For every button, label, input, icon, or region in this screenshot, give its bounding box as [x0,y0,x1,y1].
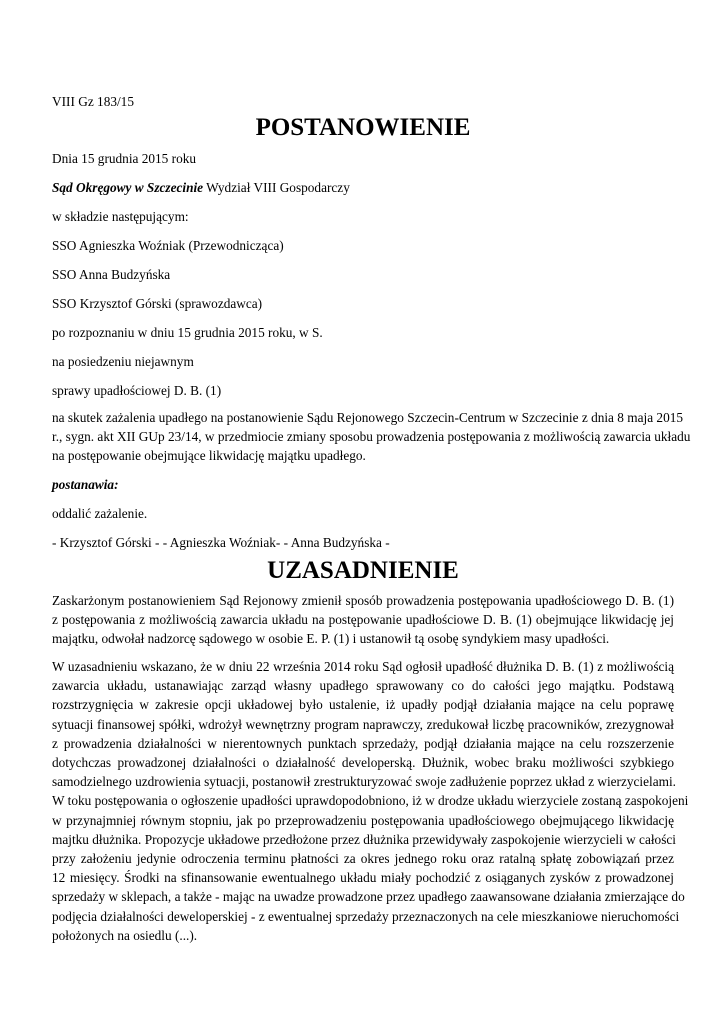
justification-line: zawarcia układu, ustanawiając zarząd własny upadłego sprawowany co do całości jego majątku. Podstawą [52,678,674,694]
justification-line: W uzasadnieniu wskazano, że w dniu 22 września 2014 roku Sąd ogłosił upadłość dłużnika D. B. (1) z możliwością [52,659,674,674]
justification-line: 12 miesięcy. Środki na sfinansowanie ewentualnego układu miały pochodzić z osiąganych zysków z prowadzonej [52,870,674,886]
complaint-paragraph [52,408,691,466]
court-name: Sąd Okręgowy w Szczecinie [52,180,204,195]
justification-title: UZASADNIENIE [267,557,459,584]
judge-presiding: SSO Agnieszka Woźniak (Przewodnicząca) [52,238,284,253]
decision-title: POSTANOWIENIE [255,114,471,141]
complaint-line: na skutek zażalenia upadłego na postanowienie Sądu Rejonowego Szczecin-Centrum w Szczecinie z dnia 8 maja 2015 [52,410,684,425]
composition-intro: w składzie następującym: [52,209,189,224]
justification-line: w przynajmniej równym stopniu, jak po przeprowadzeniu postępowania upadłościowego obejmującego likwidację [52,812,674,828]
case-line: sprawy upadłościowej D. B. (1) [52,383,222,398]
justification-line: majtku dłużnika. Propozycje układowe przedłożone przez dłużnika przewidywały zaspokojenie wierzycieli w całości [52,831,676,847]
justification-line: sprzedaży w sklepach, a także - mając na uwadze prowadzone przez upadłego zaawansowane działania zmierzające do [52,889,685,905]
court-line [52,178,350,198]
judge-rapporteur: SSO Krzysztof Górski (sprawozdawca) [52,296,263,311]
complaint-line: na postępowanie obejmujące likwidację majątku upadłego. [52,448,366,464]
justification-line: z postępowania z możliwością zawarcia układu na postępowanie upadłościowe D. B. (1) obejmujące likwidację jej [52,612,674,628]
justification-line: rozstrzygnięcia w zakresie opcji układowej było ustalenie, iż upadły podjął działania mające na celu poprawę [52,697,674,713]
signatures: - Krzysztof Górski - - Agnieszka Woźniak- - Anna Budzyńska - [52,535,390,550]
justification-line: Zaskarżonym postanowieniem Sąd Rejonowy zmienił sposób prowadzenia postępowania upadłościowego D. B. (1) [52,593,674,608]
decision-date: Dnia 15 grudnia 2015 roku [52,151,197,166]
decides-label: postanawia: [52,477,119,492]
hearing-line: po rozpoznaniu w dniu 15 grudnia 2015 roku, w S. [52,325,323,340]
justification-paragraph-1 [52,591,674,649]
case-number: VIII Gz 183/15 [52,94,134,109]
justification-line: samodzielnego uzdrowienia sytuacji, postanowił zrestrukturyzować swoje zadłużenie poprzez układ z wierzycielami. [52,774,676,790]
justification-line: dotychczas prowadzonej działalności o działalność developerską. Dłużnik, wobec braku możliwości szybkiego [52,755,674,771]
justification-line: przy założeniu jedynie odroczenia terminu płatności za okres jednego roku oraz ratalną spłatę zobowiązań przez [52,851,674,867]
justification-line: położonych na osiedlu (...). [52,927,198,943]
justification-line: sytuacji finansowej spółki, wdrożył wewnętrzny program naprawczy, zredukował liczbę pracowników, zrezygnował [52,716,674,732]
justification-line: majątku, odwołał nadzorcę sądowego w osobie E. P. (1) i ustanowił tą osobę syndykiem masy upadłości. [52,631,610,647]
justification-line: W toku postępowania o ogłoszenie upadłości uprawdopodobniono, iż w drodze układu wierzyciele zostaną zaspokojeni [52,793,689,809]
complaint-line: r., sygn. akt XII GUp 23/14, w przedmiocie zmiany sposobu prowadzenia postępowania z możliwością zawarcia układu [52,429,691,445]
decision-text: oddalić zażalenie. [52,506,148,521]
justification-line: z prowadzenia działalności w nierentownych punktach sprzedaży, podjął działania mające na celu rozszerzenie [52,735,674,751]
judge-member: SSO Anna Budzyńska [52,267,171,282]
court-division: Wydział VIII Gospodarczy [203,180,350,195]
session-line: na posiedzeniu niejawnym [52,354,194,369]
justification-line: podjęcia działalności deweloperskiej - z ewentualnej sprzedaży przeznaczonych na cele mieszkaniowe nieruchomości [52,908,680,924]
justification-paragraph-2 [52,657,689,945]
